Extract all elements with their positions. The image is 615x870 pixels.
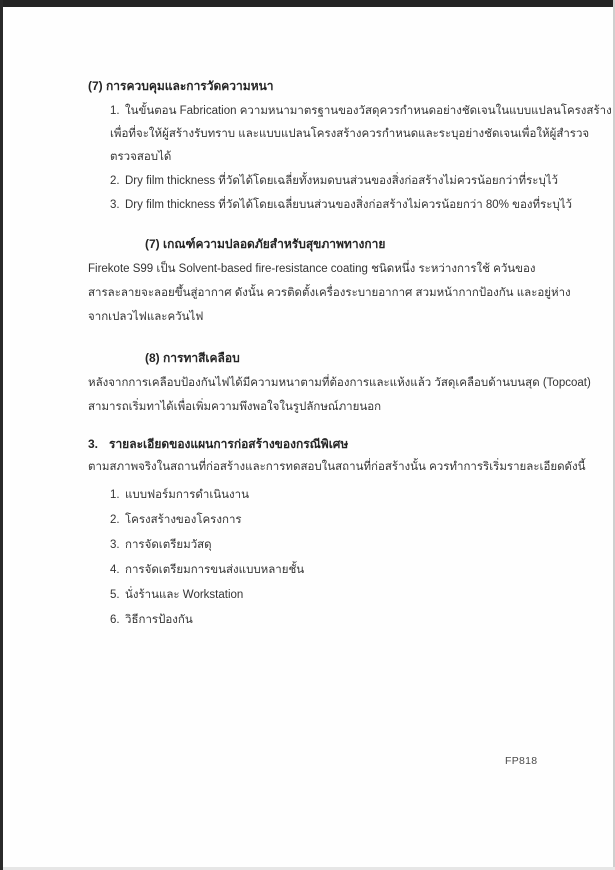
- list-item-number: 1.: [110, 105, 120, 117]
- list-item: [88, 194, 572, 217]
- list-item-number: 1.: [110, 489, 120, 501]
- list-item-continuation: เพื่อที่จะให้ผู้สร้างรับทราบ และแบบแปลนโครงสร้างควรกำหนดและระบุอย่างชัดเจนเพื่อให้ผู้สำรวจ: [110, 128, 590, 140]
- paragraph-line: หลังจากการเคลือบป้องกันไฟได้มีความหนาตามที่ต้องการและแห้งแล้ว วัสดุเคลือบด้านบนสุด (Topcoat): [88, 377, 591, 389]
- section-health-safety: [88, 233, 571, 329]
- list-item-text: นั่งร้านและ Workstation: [125, 589, 244, 601]
- section-heading-number: 3.: [88, 437, 99, 451]
- list-item-number: 4.: [110, 564, 120, 576]
- list-item-continuation: ตรวจสอบได้: [110, 151, 172, 163]
- list-item-number: 5.: [110, 589, 120, 601]
- list-item-text: การจัดเตรียมวัสดุ: [125, 539, 212, 551]
- paragraph: [88, 257, 571, 329]
- list-item-number: 6.: [110, 614, 120, 626]
- list-item: [88, 100, 612, 123]
- list-item: [88, 583, 566, 608]
- section-thickness-control: [88, 76, 612, 217]
- list-item-text: Dry film thickness ที่วัดได้โดยเฉลี่ยทั้งหมดบนส่วนของสิ่งก่อสร้างไม่ควรน้อยกว่าที่ระบุไว้: [125, 175, 559, 187]
- paragraph-line: สารละลายจะลอยขึ้นสู่อากาศ ดังนั้น ควรติดตั้งเครื่องระบายอากาศ สวมหน้ากากป้องกัน และอยู่ห่าง: [88, 287, 571, 299]
- list-item: [88, 483, 566, 508]
- section-special-plan: [88, 433, 586, 633]
- paragraph-line: จากเปลวไฟและควันไฟ: [88, 311, 204, 323]
- numbered-list: [88, 483, 566, 633]
- list-item-number: 2.: [110, 175, 120, 187]
- section-heading: (7) การควบคุมและการวัดความหนา: [88, 79, 274, 93]
- list-item-number: 2.: [110, 514, 120, 526]
- paragraph: [88, 371, 591, 419]
- list-item: [88, 170, 566, 193]
- list-item-number: 3.: [110, 199, 120, 211]
- paragraph-line: สามารถเริ่มทาได้เพื่อเพิ่มความพึงพอใจในรูปลักษณ์ภายนอก: [88, 401, 382, 413]
- section-heading: (8) การทาสีเคลือบ: [145, 351, 240, 365]
- scan-edge-left: [0, 0, 3, 870]
- list-item: [88, 508, 566, 533]
- scan-edge-top: [0, 0, 615, 7]
- section-topcoat: [88, 347, 591, 419]
- list-item: [88, 608, 566, 633]
- list-item-text: โครงสร้างของโครงการ: [125, 514, 242, 526]
- page-code: FP818: [505, 755, 538, 767]
- list-item-text: แบบฟอร์มการดำเนินงาน: [125, 489, 249, 501]
- section-heading-text: รายละเอียดของแผนการก่อสร้างของกรณีพิเศษ: [109, 437, 349, 451]
- paragraph-line: Firekote S99 เป็น Solvent-based fire-resistance coating ชนิดหนึ่ง ระหว่างการใช้ ควันของ: [88, 263, 536, 275]
- list-item-text: การจัดเตรียมการขนส่งแบบหลายชั้น: [125, 564, 305, 576]
- list-item-text: ในขั้นตอน Fabrication ความหนามาตรฐานของวัสดุควรกำหนดอย่างชัดเจนในแบบแปลนโครงสร้าง: [125, 105, 612, 117]
- list-item-number: 3.: [110, 539, 120, 551]
- section-heading: [88, 433, 566, 455]
- section-heading: (7) เกณฑ์ความปลอดภัยสำหรับสุขภาพทางกาย: [145, 237, 386, 251]
- numbered-list: [88, 100, 612, 217]
- list-item-text: Dry film thickness ที่วัดได้โดยเฉลี่ยบนส่วนของสิ่งก่อสร้างไม่ควรน้อยกว่า 80% ของที่ระบุไว้: [125, 199, 572, 211]
- list-item: [88, 533, 566, 558]
- section-intro: ตามสภาพจริงในสถานที่ก่อสร้างและการทดสอบในสถานที่ก่อสร้างนั้น ควรทำการริเริ่มรายละเอียดดังนี้: [88, 461, 586, 473]
- list-item: [88, 558, 566, 583]
- document-content: [88, 76, 612, 633]
- list-item-text: วิธีการป้องกัน: [125, 614, 193, 626]
